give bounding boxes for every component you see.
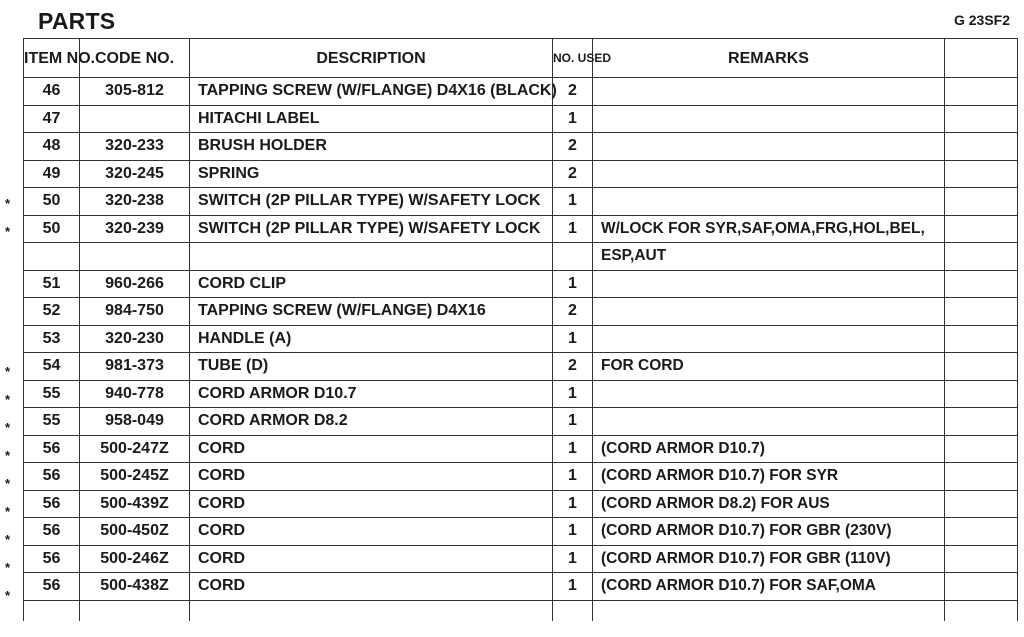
change-markers	[0, 0, 22, 637]
table-row	[24, 435, 1018, 463]
cell-description: CORD ARMOR D8.2	[190, 408, 553, 436]
table-row	[24, 408, 1018, 436]
cell-code-no: 500-450Z	[80, 518, 190, 546]
cell-empty	[945, 600, 1018, 621]
cell-no-used: 1	[553, 573, 593, 601]
cell-description: CORD CLIP	[190, 270, 553, 298]
cell-item-no: 49	[24, 160, 80, 188]
cell-no-used: 1	[553, 105, 593, 133]
parts-sheet	[23, 38, 1017, 637]
cell-blank	[945, 408, 1018, 436]
cell-remarks: ESP,AUT	[593, 243, 945, 271]
table-row	[24, 518, 1018, 546]
cell-code-no: 305-812	[80, 78, 190, 106]
cell-remarks: (CORD ARMOR D8.2) FOR AUS	[593, 490, 945, 518]
cell-description: CORD	[190, 545, 553, 573]
cell-code-no	[80, 243, 190, 271]
table-row	[24, 600, 1018, 621]
cell-empty	[553, 600, 593, 621]
cell-no-used: 2	[553, 133, 593, 161]
cell-blank	[945, 270, 1018, 298]
cell-blank	[945, 78, 1018, 106]
col-header-item-no: ITEM NO.	[24, 39, 80, 78]
cell-description: TAPPING SCREW (W/FLANGE) D4X16 (BLACK)	[190, 78, 553, 106]
cell-blank	[945, 353, 1018, 381]
table-row	[24, 160, 1018, 188]
table-header-row	[24, 39, 1018, 78]
cell-remarks	[593, 380, 945, 408]
col-header-description: DESCRIPTION	[190, 39, 553, 78]
cell-code-no: 500-439Z	[80, 490, 190, 518]
change-marker-star: *	[5, 476, 11, 491]
table-row	[24, 270, 1018, 298]
cell-code-no: 960-266	[80, 270, 190, 298]
cell-no-used: 1	[553, 380, 593, 408]
cell-code-no: 320-245	[80, 160, 190, 188]
cell-description: CORD ARMOR D10.7	[190, 380, 553, 408]
cell-no-used: 1	[553, 188, 593, 216]
cell-no-used: 1	[553, 435, 593, 463]
cell-code-no: 320-233	[80, 133, 190, 161]
cell-item-no: 51	[24, 270, 80, 298]
cell-item-no: 56	[24, 518, 80, 546]
cell-item-no: 50	[24, 215, 80, 243]
table-row	[24, 215, 1018, 243]
table-row	[24, 78, 1018, 106]
cell-item-no: 56	[24, 463, 80, 491]
cell-item-no: 54	[24, 353, 80, 381]
cell-item-no: 56	[24, 573, 80, 601]
change-marker-star: *	[5, 420, 11, 435]
table-row	[24, 545, 1018, 573]
cell-empty	[24, 600, 80, 621]
table-row	[24, 380, 1018, 408]
change-marker-star: *	[5, 224, 11, 239]
cell-code-no: 958-049	[80, 408, 190, 436]
cell-blank	[945, 435, 1018, 463]
cell-item-no: 56	[24, 490, 80, 518]
cell-no-used: 1	[553, 215, 593, 243]
cell-description: SWITCH (2P PILLAR TYPE) W/SAFETY LOCK	[190, 215, 553, 243]
cell-item-no: 56	[24, 545, 80, 573]
cell-description: CORD	[190, 573, 553, 601]
cell-blank	[945, 545, 1018, 573]
cell-item-no: 46	[24, 78, 80, 106]
cell-code-no: 500-247Z	[80, 435, 190, 463]
cell-code-no: 320-239	[80, 215, 190, 243]
cell-remarks: FOR CORD	[593, 353, 945, 381]
col-header-blank	[945, 39, 1018, 78]
change-marker-star: *	[5, 532, 11, 547]
cell-code-no: 981-373	[80, 353, 190, 381]
cell-description	[190, 243, 553, 271]
cell-code-no: 500-246Z	[80, 545, 190, 573]
cell-no-used: 1	[553, 518, 593, 546]
cell-item-no: 47	[24, 105, 80, 133]
cell-description: BRUSH HOLDER	[190, 133, 553, 161]
cell-empty	[593, 600, 945, 621]
cell-remarks	[593, 408, 945, 436]
table-row	[24, 133, 1018, 161]
cell-remarks	[593, 298, 945, 326]
table-row	[24, 353, 1018, 381]
change-marker-star: *	[5, 588, 11, 603]
cell-description: SPRING	[190, 160, 553, 188]
table-row	[24, 463, 1018, 491]
cell-no-used	[553, 243, 593, 271]
cell-item-no	[24, 243, 80, 271]
cell-code-no: 984-750	[80, 298, 190, 326]
table-row	[24, 325, 1018, 353]
col-header-remarks: REMARKS	[593, 39, 945, 78]
cell-description: CORD	[190, 463, 553, 491]
cell-blank	[945, 105, 1018, 133]
change-marker-star: *	[5, 392, 11, 407]
cell-no-used: 1	[553, 270, 593, 298]
cell-description: HITACHI LABEL	[190, 105, 553, 133]
col-header-no-used: NO. USED	[553, 39, 593, 78]
cell-blank	[945, 380, 1018, 408]
cell-description: TUBE (D)	[190, 353, 553, 381]
parts-table	[23, 38, 1018, 621]
cell-item-no: 55	[24, 380, 80, 408]
cell-remarks	[593, 160, 945, 188]
cell-description: CORD	[190, 435, 553, 463]
cell-remarks	[593, 133, 945, 161]
cell-blank	[945, 243, 1018, 271]
cell-no-used: 1	[553, 463, 593, 491]
table-row	[24, 188, 1018, 216]
cell-blank	[945, 325, 1018, 353]
cell-remarks	[593, 105, 945, 133]
cell-code-no: 500-245Z	[80, 463, 190, 491]
cell-remarks	[593, 270, 945, 298]
change-marker-star: *	[5, 196, 11, 211]
change-marker-star: *	[5, 364, 11, 379]
cell-blank	[945, 215, 1018, 243]
cell-item-no: 52	[24, 298, 80, 326]
table-row	[24, 490, 1018, 518]
change-marker-star: *	[5, 448, 11, 463]
cell-item-no: 50	[24, 188, 80, 216]
cell-description: SWITCH (2P PILLAR TYPE) W/SAFETY LOCK	[190, 188, 553, 216]
cell-blank	[945, 573, 1018, 601]
cell-no-used: 2	[553, 78, 593, 106]
cell-no-used: 2	[553, 160, 593, 188]
cell-blank	[945, 133, 1018, 161]
cell-empty	[80, 600, 190, 621]
cell-code-no: 500-438Z	[80, 573, 190, 601]
cell-no-used: 1	[553, 408, 593, 436]
col-header-code-no: CODE NO.	[80, 39, 190, 78]
document-id: G 23SF2	[953, 12, 1010, 28]
cell-blank	[945, 490, 1018, 518]
cell-remarks	[593, 188, 945, 216]
cell-item-no: 53	[24, 325, 80, 353]
cell-remarks	[593, 78, 945, 106]
cell-empty	[190, 600, 553, 621]
cell-remarks: (CORD ARMOR D10.7)	[593, 435, 945, 463]
cell-remarks: (CORD ARMOR D10.7) FOR SAF,OMA	[593, 573, 945, 601]
cell-no-used: 1	[553, 490, 593, 518]
cell-no-used: 1	[553, 325, 593, 353]
table-row	[24, 298, 1018, 326]
cell-blank	[945, 188, 1018, 216]
cell-remarks: W/LOCK FOR SYR,SAF,OMA,FRG,HOL,BEL,	[593, 215, 945, 243]
cell-remarks	[593, 325, 945, 353]
cell-no-used: 2	[553, 298, 593, 326]
cell-description: CORD	[190, 518, 553, 546]
table-row	[24, 243, 1018, 271]
cell-item-no: 56	[24, 435, 80, 463]
cell-blank	[945, 463, 1018, 491]
cell-description: TAPPING SCREW (W/FLANGE) D4X16	[190, 298, 553, 326]
change-marker-star: *	[5, 504, 11, 519]
cell-remarks: (CORD ARMOR D10.7) FOR GBR (230V)	[593, 518, 945, 546]
cell-code-no	[80, 105, 190, 133]
cell-blank	[945, 298, 1018, 326]
cell-remarks: (CORD ARMOR D10.7) FOR SYR	[593, 463, 945, 491]
page-title: PARTS	[38, 8, 116, 34]
cell-code-no: 320-238	[80, 188, 190, 216]
cell-no-used: 2	[553, 353, 593, 381]
cell-description: CORD	[190, 490, 553, 518]
cell-no-used: 1	[553, 545, 593, 573]
cell-remarks: (CORD ARMOR D10.7) FOR GBR (110V)	[593, 545, 945, 573]
cell-blank	[945, 518, 1018, 546]
cell-code-no: 940-778	[80, 380, 190, 408]
cell-item-no: 55	[24, 408, 80, 436]
table-row	[24, 573, 1018, 601]
change-marker-star: *	[5, 560, 11, 575]
cell-item-no: 48	[24, 133, 80, 161]
table-row	[24, 105, 1018, 133]
cell-description: HANDLE (A)	[190, 325, 553, 353]
cell-code-no: 320-230	[80, 325, 190, 353]
cell-blank	[945, 160, 1018, 188]
